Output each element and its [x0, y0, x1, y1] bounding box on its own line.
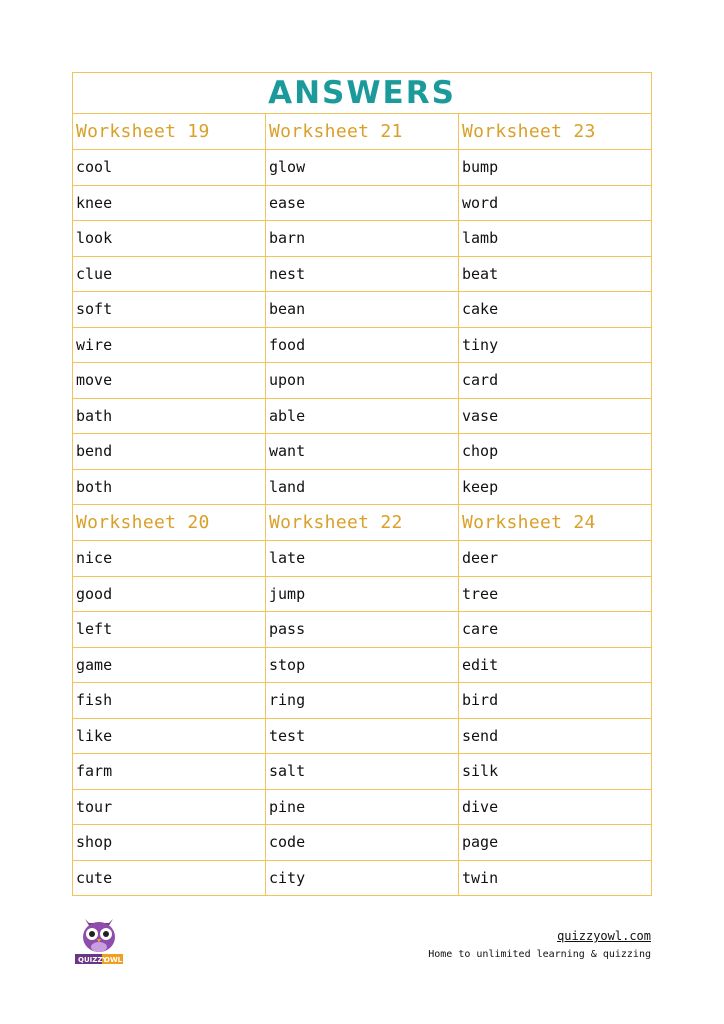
answer-cell: code: [266, 825, 459, 861]
answer-cell: tiny: [459, 327, 652, 363]
answer-cell: clue: [73, 256, 266, 292]
answer-cell: pass: [266, 612, 459, 648]
table-row: [73, 221, 652, 257]
answer-cell: lamb: [459, 221, 652, 257]
answer-cell: shop: [73, 825, 266, 861]
worksheet-header: Worksheet 21: [266, 114, 459, 150]
table-row: [73, 683, 652, 719]
header-row: [73, 505, 652, 541]
table-row: [73, 292, 652, 328]
answer-cell: able: [266, 398, 459, 434]
answer-cell: keep: [459, 469, 652, 505]
table-row: [73, 576, 652, 612]
answer-cell: card: [459, 363, 652, 399]
answer-cell: dive: [459, 789, 652, 825]
answer-cell: tree: [459, 576, 652, 612]
answer-cell: chop: [459, 434, 652, 470]
table-row: [73, 825, 652, 861]
answer-cell: care: [459, 612, 652, 648]
answer-cell: cute: [73, 860, 266, 896]
answer-cell: word: [459, 185, 652, 221]
table-row: [73, 754, 652, 790]
answer-cell: upon: [266, 363, 459, 399]
answer-cell: like: [73, 718, 266, 754]
answer-cell: fish: [73, 683, 266, 719]
answer-cell: left: [73, 612, 266, 648]
answer-cell: vase: [459, 398, 652, 434]
worksheet-header: Worksheet 24: [459, 505, 652, 541]
answer-cell: silk: [459, 754, 652, 790]
answer-cell: bump: [459, 150, 652, 186]
answer-cell: knee: [73, 185, 266, 221]
answer-cell: ease: [266, 185, 459, 221]
site-link[interactable]: quizzyowl.com: [557, 929, 651, 943]
table-row: [73, 647, 652, 683]
answer-cell: good: [73, 576, 266, 612]
table-row: [73, 718, 652, 754]
worksheet-header: Worksheet 23: [459, 114, 652, 150]
answer-cell: ring: [266, 683, 459, 719]
table-row: [73, 541, 652, 577]
answer-cell: soft: [73, 292, 266, 328]
answer-cell: pine: [266, 789, 459, 825]
answer-cell: jump: [266, 576, 459, 612]
answer-cell: late: [266, 541, 459, 577]
answer-cell: game: [73, 647, 266, 683]
table-row: [73, 612, 652, 648]
owl-logo-icon: [75, 913, 123, 965]
answer-cell: city: [266, 860, 459, 896]
answer-cell: send: [459, 718, 652, 754]
answer-cell: move: [73, 363, 266, 399]
table-row: [73, 363, 652, 399]
answer-cell: look: [73, 221, 266, 257]
table-row: [73, 434, 652, 470]
answer-cell: want: [266, 434, 459, 470]
tagline: Home to unlimited learning & quizzing: [428, 949, 651, 960]
answer-cell: cool: [73, 150, 266, 186]
answer-cell: test: [266, 718, 459, 754]
answer-cell: bath: [73, 398, 266, 434]
table-row: [73, 327, 652, 363]
logo-text-right: OWL: [104, 956, 123, 964]
logo-text-left: QUIZZY: [78, 956, 108, 964]
table-row: [73, 469, 652, 505]
table-row: [73, 150, 652, 186]
answer-cell: twin: [459, 860, 652, 896]
answer-cell: tour: [73, 789, 266, 825]
answers-table: [72, 72, 652, 896]
answer-cell: salt: [266, 754, 459, 790]
answer-cell: glow: [266, 150, 459, 186]
answer-cell: nest: [266, 256, 459, 292]
answer-cell: cake: [459, 292, 652, 328]
answer-cell: wire: [73, 327, 266, 363]
worksheet-header: Worksheet 22: [266, 505, 459, 541]
answer-cell: farm: [73, 754, 266, 790]
answer-cell: page: [459, 825, 652, 861]
answer-cell: bean: [266, 292, 459, 328]
answer-cell: deer: [459, 541, 652, 577]
table-row: [73, 256, 652, 292]
answer-cell: food: [266, 327, 459, 363]
answer-cell: nice: [73, 541, 266, 577]
answer-cell: both: [73, 469, 266, 505]
answer-cell: edit: [459, 647, 652, 683]
answer-cell: stop: [266, 647, 459, 683]
table-row: [73, 398, 652, 434]
answer-cell: beat: [459, 256, 652, 292]
header-row: [73, 114, 652, 150]
answer-cell: bird: [459, 683, 652, 719]
worksheet-header: Worksheet 20: [73, 505, 266, 541]
answer-cell: land: [266, 469, 459, 505]
answer-cell: bend: [73, 434, 266, 470]
worksheet-header: Worksheet 19: [73, 114, 266, 150]
table-row: [73, 860, 652, 896]
table-row: [73, 185, 652, 221]
table-row: [73, 789, 652, 825]
answer-cell: barn: [266, 221, 459, 257]
page-title: ANSWERS: [73, 73, 652, 114]
